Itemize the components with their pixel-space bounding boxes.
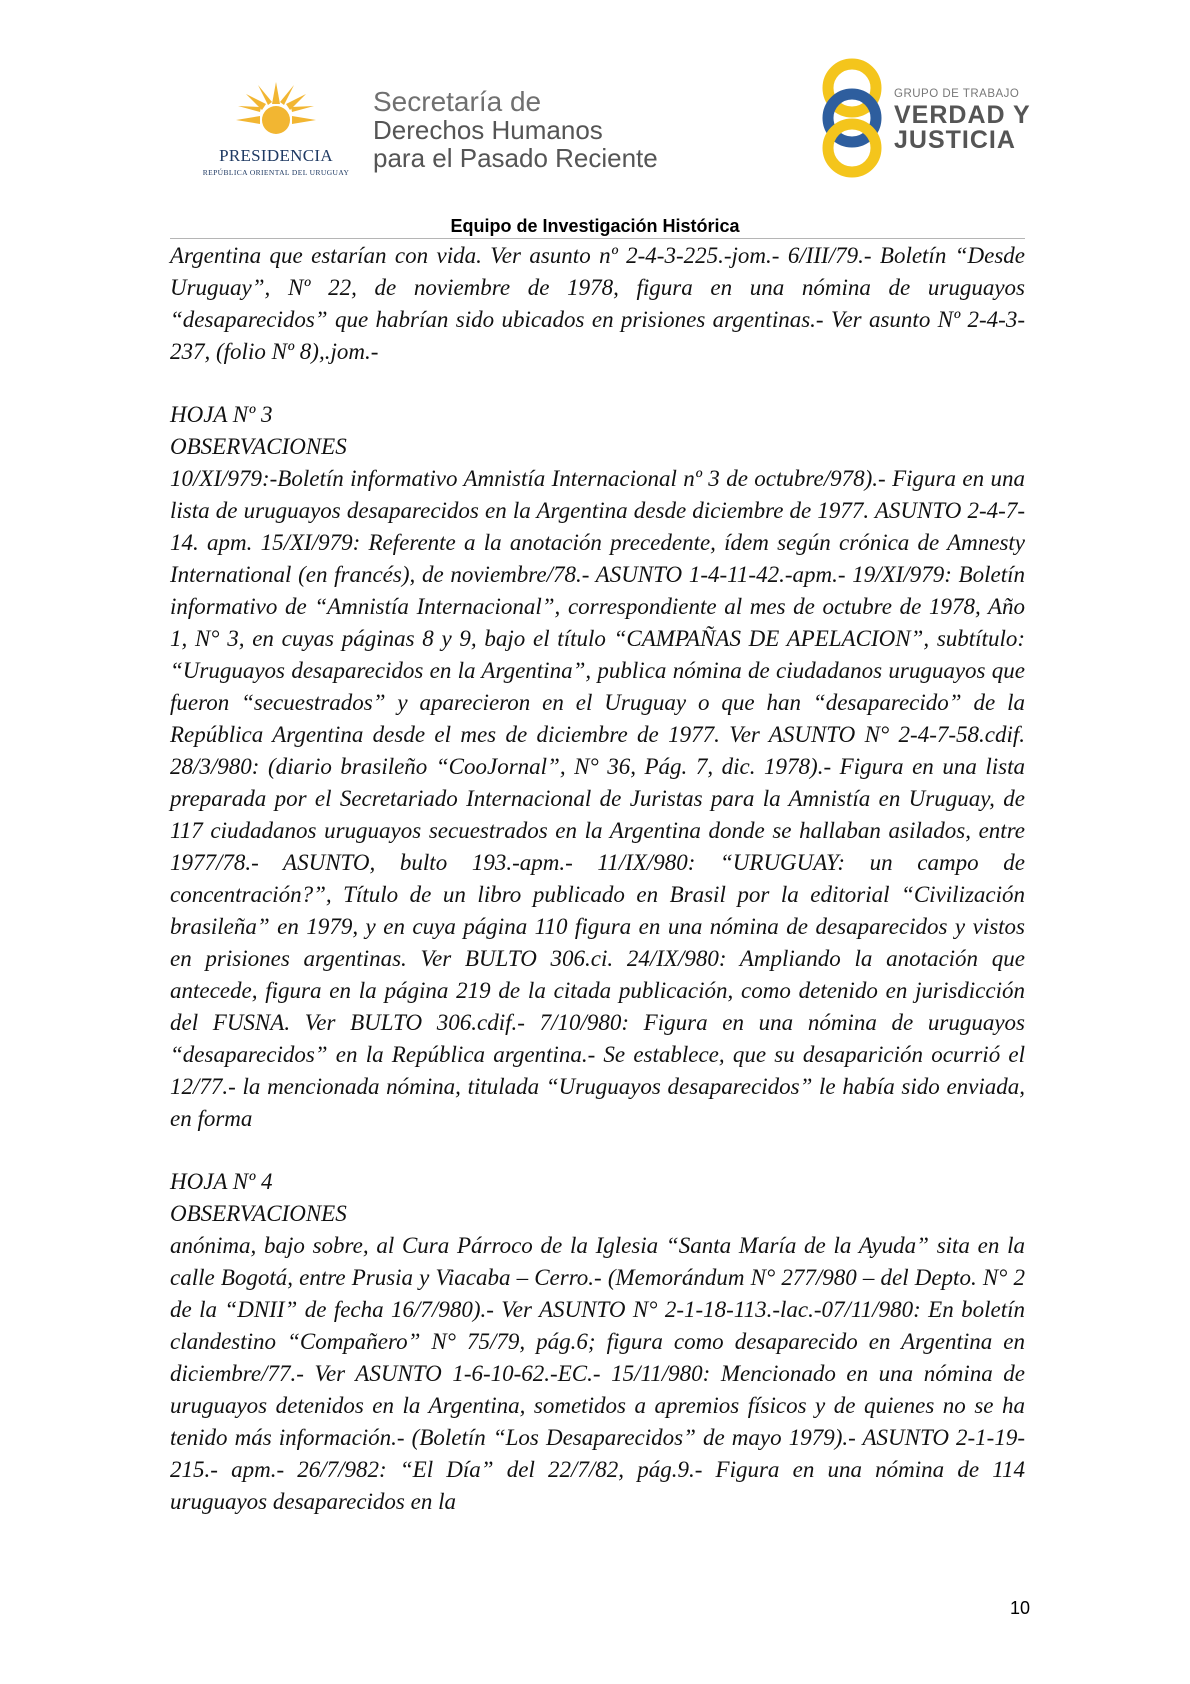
spacer [170, 1135, 1025, 1166]
section-subheading-observaciones-3: OBSERVACIONES [170, 434, 347, 459]
secretaria-title [373, 88, 658, 172]
secretaria-line-1: Secretaría de [373, 86, 542, 117]
interlocked-rings-icon [818, 56, 894, 180]
section-subheading-observaciones-4: OBSERVACIONES [170, 1201, 347, 1226]
secretaria-line-3: para el Pasado Reciente [373, 143, 658, 173]
section-heading-hoja-3: HOJA Nº 3 [170, 402, 273, 427]
document-body [170, 240, 1025, 1518]
grupo-label: GRUPO DE TRABAJO [894, 88, 1020, 100]
paragraph-1: Argentina que estarían con vida. Ver asunto nº 2-4-3-225.-jom.- 6/III/79.- Boletín “Desde Uruguay”, Nº 22, de noviembre de 1978, figura en una nómina de uruguayos “desaparecidos” que habrían sido ubicados en prisiones argentinas.- Ver asunto Nº 2-4-3-237, (folio Nº 8),.jom.- [170, 243, 1025, 364]
sun-icon [236, 80, 316, 146]
header-rule [170, 238, 1025, 239]
spacer [170, 368, 1025, 399]
page-number: 10 [1009, 1598, 1030, 1618]
presidencia-name: PRESIDENCIA [219, 146, 333, 165]
presidencia-subtitle: REPÚBLICA ORIENTAL DEL URUGUAY [202, 168, 350, 177]
section-heading-hoja-4: HOJA Nº 4 [170, 1169, 273, 1194]
team-title: Equipo de Investigación Histórica [450, 216, 740, 236]
verdad-justicia-logo [818, 56, 1048, 180]
presidencia-logo [196, 80, 356, 176]
paragraph-3: anónima, bajo sobre, al Cura Párroco de la Iglesia “Santa María de la Ayuda” sita en la calle Bogotá, entre Prusia y Viacaba – Cerro.- (Memorándum N° 277/980 – del Depto. N° 2 de la “DNII” de fecha 16/7/980).- Ver ASUNTO N° 2-1-18-113.-lac.-07/11/980: En boletín clandestino “Compañero” N° 75/79, pág.6; figura como desaparecido en Argentina en diciembre/77.- Ver ASUNTO 1-6-10-62.-EC.- 15/11/980: Mencionado en una nómina de uruguayos detenidos en la Argentina, sometidos a apremios físicos y de quienes no se ha tenido más información.- (Boletín “Los Desaparecidos” de mayo 1979).- ASUNTO 2-1-19-215.- apm.- 26/7/982: “El Día” del 22/7/82, pág.9.- Figura en una nómina de 114 uruguayos desaparecidos en la [170, 1233, 1025, 1514]
grupo-line-2: JUSTICIA [894, 126, 1016, 154]
grupo-line-1: VERDAD Y [894, 101, 1031, 129]
paragraph-2: 10/XI/979:-Boletín informativo Amnistía Internacional nº 3 de octubre/978).- Figura en una lista de uruguayos desaparecidos en la Argentina desde diciembre de 1977. ASUNTO 2-4-7-14. apm. 15/XI/979: Referente a la anotación precedente, ídem según crónica de Amnesty International (en francés), de noviembre/78.- ASUNTO 1-4-11-42.-apm.- 19/XI/979: Boletín informativo de “Amnistía Internacional”, correspondiente al mes de octubre de 1978, Año 1, N° 3, en cuyas páginas 8 y 9, bajo el título “CAMPAÑAS DE APELACION”, subtítulo: “Uruguayos desaparecidos en la Argentina”, publica nómina de ciudadanos uruguayos que fueron “secuestrados” y aparecieron en el Uruguay o que han “desaparecido” de la República Argentina desde el mes de diciembre de 1977. Ver ASUNTO N° 2-4-7-58.cdif. 28/3/980: (diario brasileño “CooJornal”, N° 36, Pág. 7, dic. 1978).- Figura en una lista preparada por el Secretariado Internacional de Juristas para la Amnistía en Uruguay, de 117 ciudadanos uruguayos secuestrados en la Argentina donde se hallaban asilados, entre 1977/78.- ASUNTO, bulto 193.-apm.- 11/IX/980: “URUGUAY: un campo de concentración?”, Título de un libro publicado en Brasil por la editorial “Civilización brasileña” en 1979, y en cuya página 110 figura en una nómina de desaparecidos y vistos en prisiones argentinas. Ver BULTO 306.ci. 24/IX/980: Ampliando la anotación que antecede, figura en la página 219 de la citada publicación, como detenido en jurisdicción del FUSNA. Ver BULTO 306.cdif.- 7/10/980: Figura en una nómina de uruguayos “desaparecidos” en la República argentina.- Se establece, que su desaparición ocurrió el 12/77.- la mencionada nómina, titulada “Uruguayos desaparecidos” le había sido enviada, en forma [170, 466, 1025, 1131]
secretaria-line-2: Derechos Humanos [373, 115, 603, 145]
